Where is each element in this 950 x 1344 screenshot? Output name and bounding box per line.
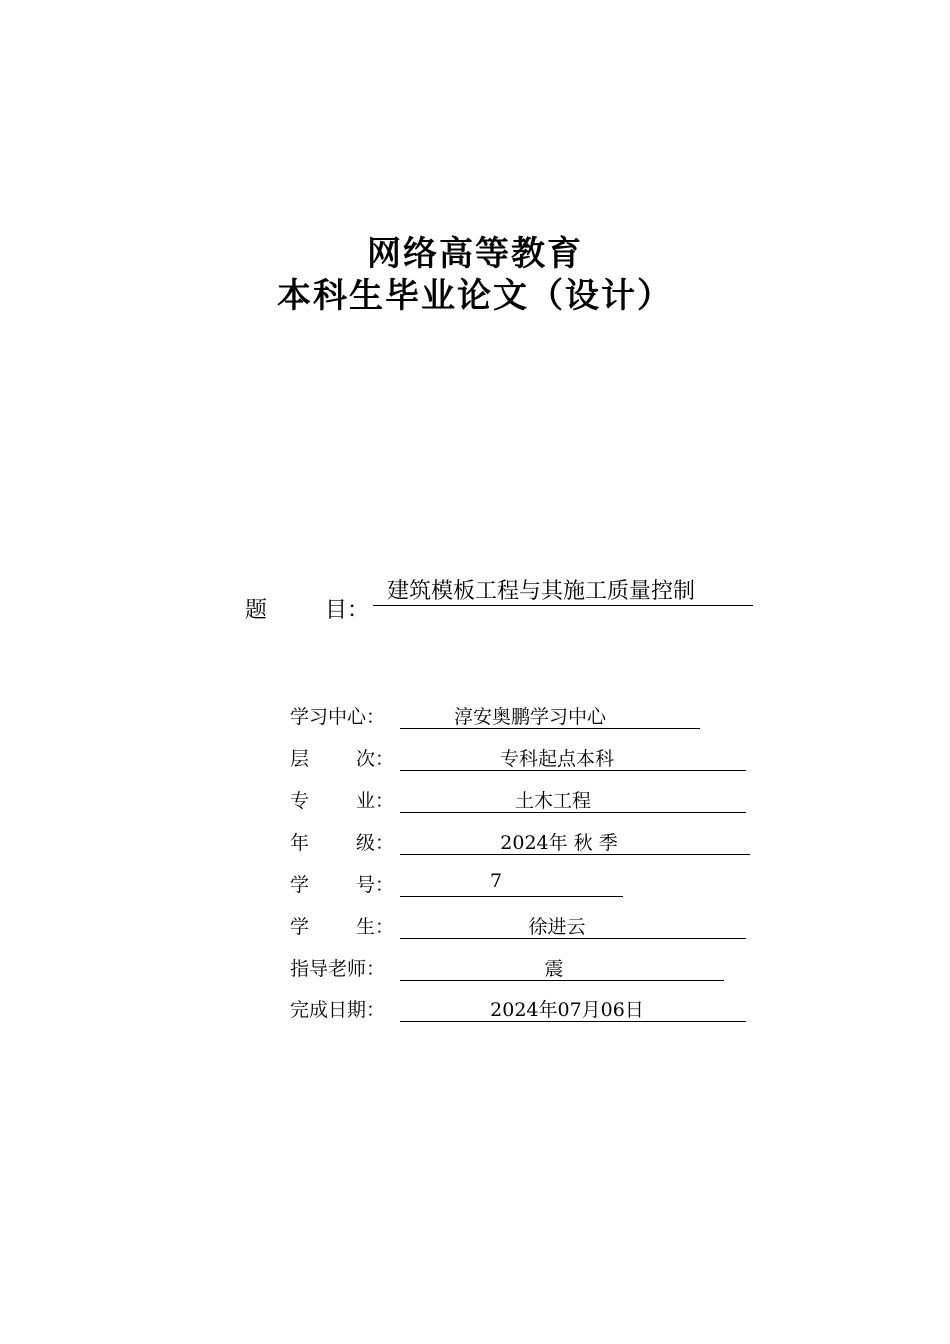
field-value: 土木工程 xyxy=(400,786,746,813)
topic-label-part-1: 题 xyxy=(245,598,268,623)
field-label: 指导老师： xyxy=(290,958,386,980)
field-value: 7 xyxy=(400,870,623,897)
field-value: 2024年 秋 季 xyxy=(400,828,750,855)
field-value: 徐进云 xyxy=(400,912,746,939)
topic-label-part-2: 目： xyxy=(325,598,370,623)
field-value: 淳安奥鹏学习中心 xyxy=(400,702,700,729)
topic-row xyxy=(245,579,696,623)
field-value: 2024年07月06日 xyxy=(400,995,746,1022)
title-line-1: 网络高等教育 xyxy=(367,234,583,274)
field-label: 完成日期： xyxy=(290,999,386,1021)
title-line-2: 本科生毕业论文（设计） xyxy=(277,276,673,316)
field-value: 震 xyxy=(400,954,724,981)
topic-value: 建筑模板工程与其施工质量控制 xyxy=(373,574,753,606)
field-label: 学习中心： xyxy=(290,706,386,728)
field-value: 专科起点本科 xyxy=(400,744,746,771)
